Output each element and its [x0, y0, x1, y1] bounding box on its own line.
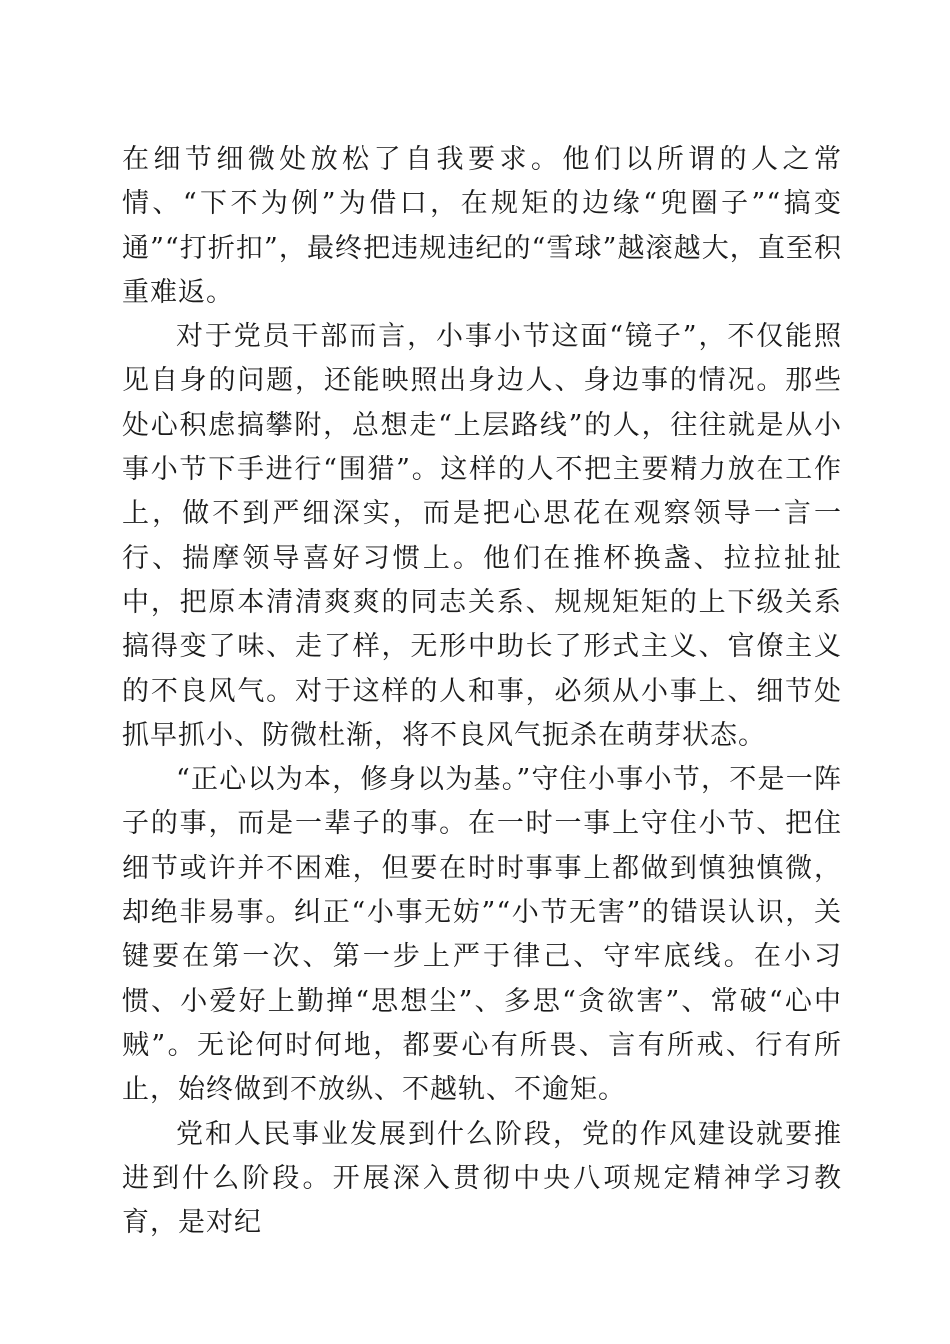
paragraph-mirror: 对于党员干部而言，小事小节这面“镜子”，不仅能照见自身的问题，还能映照出身边人、身边事的情况。那些处心积虑搞攀附，总想走“上层路线”的人，往往就是从小事小节下手进行“围猎”。这样的人不把主要精力放在工作上，做不到严细深实，而是把心思花在观察领导一言一行、揣摩领导喜好习惯上。他们在推杯换盏、拉拉扯扯中，把原本清清爽爽的同志关系、规规矩矩的上下级关系搞得变了味、走了样，无形中助长了形式主义、官僚主义的不良风气。对于这样的人和事，必须从小事上、细节处抓早抓小、防微杜渐，将不良风气扼杀在萌芽状态。 [122, 321, 842, 751]
document-body [122, 138, 842, 1245]
paragraph-continuation: 在细节细微处放松了自我要求。他们以所谓的人之常情、“下不为例”为借口，在规矩的边缘“兜圈子”“搞变通”“打折扣”，最终把违规违纪的“雪球”越滚越大，直至积重难返。 [122, 144, 842, 308]
paragraph-party-conduct: 党和人民事业发展到什么阶段，党的作风建设就要推进到什么阶段。开展深入贯彻中央八项规定精神学习教育，是对纪 [122, 1118, 842, 1239]
paragraph-self-cultivation: “正心以为本，修身以为基。”守住小事小节，不是一阵子的事，而是一辈子的事。在一时一事上守住小节、把住细节或许并不困难，但要在时时事事上都做到慎独慎微，却绝非易事。纠正“小事无妨”“小节无害”的错误认识，关键要在第一次、第一步上严于律己、守牢底线。在小习惯、小爱好上勤掸“思想尘”、多思“贪欲害”、常破“心中贼”。无论何时何地，都要心有所畏、言有所戒、行有所止，始终做到不放纵、不越轨、不逾矩。 [122, 764, 842, 1106]
